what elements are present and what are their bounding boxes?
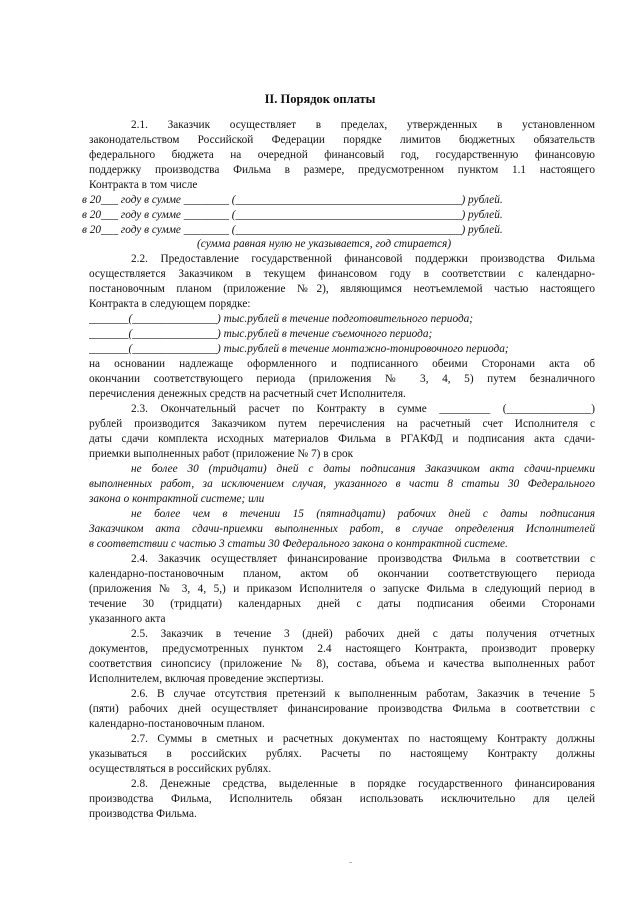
text-line: документов, предусмотренных пунктом 2.4 настоящего Контракта, производит проверку: [89, 643, 595, 655]
text-line: календарно-постановочным планом.: [89, 718, 265, 730]
text-line: рублей производится Заказчиком путем перечисления на расчетный счет Исполнителя с: [89, 418, 595, 430]
section-title: II. Порядок оплаты: [264, 92, 376, 106]
text-line: (сумма равная нулю не указывается, год стирается): [197, 238, 452, 250]
text-line: календарно-постановочным планом, актом об окончании соответствующего периода: [89, 568, 595, 580]
text-line: постановочным планом (приложение №2), являющимся неотъемлемой частью настоящего: [89, 283, 595, 295]
text-line: (приложения № 3, 4, 5,) и приказом Исполнителя о запуске Фильма в следующий период в: [89, 583, 595, 595]
text-line: _______(_______________) тыс.рублей в течение съемочного периода;: [89, 328, 433, 340]
text-line: 2.2. Предоставление государственной финансовой поддержки производства Фильма: [131, 253, 595, 265]
text-line: на основании надлежаще оформленного и подписанного обеими Сторонами акта об: [89, 358, 595, 370]
text-line: осуществляется Заказчиком в текущем финансовом году в соответствии с календарно-: [89, 268, 595, 280]
text-line: в 20___ году в сумме ________ (________________________________________) рублей.: [82, 209, 503, 221]
text-line: федерального бюджета на очередной финансовый год, государственную финансовую: [89, 149, 595, 161]
text-line: производства Фильма.: [89, 808, 197, 820]
text-line: законодательством Российской Федерации порядке лимитов бюджетных обязательств: [89, 134, 595, 146]
text-line: поддержку производства Фильма в размере, предусмотренном пунктом 1.1 настоящего: [89, 164, 595, 176]
text-line: перечисления денежных средств на расчетный счет Исполнителя.: [89, 388, 406, 400]
text-line: указанного акта: [89, 613, 166, 625]
text-line: осуществляться в российских рублях.: [89, 763, 272, 775]
text-line: закона о контрактной системе; или: [89, 493, 265, 505]
text-line: Заказчиком акта сдачи-приемки выполненных работ, в случае определения Исполнителей: [89, 523, 595, 535]
text-line: (пяти) рабочих дней осуществляет финансирование производства Фильма в соответствии с: [89, 703, 595, 715]
text-line: 2.7. Суммы в сметных и расчетных документах по настоящему Контракту должны: [131, 733, 595, 745]
scan-mark: [349, 862, 352, 863]
text-line: 2.1. Заказчик осуществляет в пределах, утвержденных в установленном: [131, 119, 595, 131]
text-line: соответствия синопсису (приложение № 8), состава, объема и качества выполненных работ: [89, 658, 595, 670]
text-line: указываться в российских рублях. Расчеты по настоящему Контракту должны: [89, 748, 595, 760]
text-line: _______(_______________) тыс.рублей в течение монтажно-тонировочного периода;: [89, 343, 509, 355]
text-line: не более 30 (тридцати) дней с даты подписания Заказчиком акта сдачи-приемки: [131, 463, 595, 475]
text-line: окончании соответствующего периода (приложения № 3, 4, 5) путем безналичного: [89, 373, 595, 385]
text-line: в 20___ году в сумме ________ (________________________________________) рублей.: [82, 194, 503, 206]
text-line: течение 30 (тридцати) календарных дней с даты подписания обеими Сторонами: [89, 598, 595, 610]
text-line: 2.8. Денежные средства, выделенные в порядке государственного финансирования: [131, 778, 595, 790]
text-line: не более чем в течении 15 (пятнадцати) рабочих дней с даты подписания: [131, 508, 595, 520]
text-line: выполненных работ, за исключением случая, указанного в части 8 статьи 30 Федерального: [89, 478, 595, 490]
text-line: 2.4. Заказчик осуществляет финансирование производства Фильма в соответствии с: [131, 553, 595, 565]
text-line: Контракта в следующем порядке:: [89, 298, 251, 310]
text-line: 2.3. Окончательный расчет по Контракту в сумме _________ (_______________): [131, 403, 595, 415]
text-line: даты сдачи комплекта исходных материалов Фильма в РГАКФД и подписания акта сдачи-: [89, 433, 595, 445]
text-line: 2.5. Заказчик в течение 3 (дней) рабочих дней с даты получения отчетных: [131, 628, 595, 640]
text-line: Исполнителем, включая проведение экспертизы.: [89, 673, 324, 685]
text-line: производства Фильма, Исполнитель обязан использовать исключительно для целей: [89, 793, 595, 805]
text-line: приемки выполненных работ (приложение № 7) в срок: [89, 448, 354, 460]
text-line: Контракта в том числе: [89, 179, 198, 191]
text-line: в соответствии с частью 3 статьи 30 Федерального закона о контрактной системе.: [89, 538, 508, 550]
text-line: в 20___ году в сумме ________ (________________________________________) рублей.: [82, 224, 503, 236]
text-line: _______(_______________) тыс.рублей в течение подготовительного периода;: [89, 313, 474, 325]
text-line: 2.6. В случае отсутствия претензий к выполненным работам, Заказчик в течение 5: [131, 688, 595, 700]
